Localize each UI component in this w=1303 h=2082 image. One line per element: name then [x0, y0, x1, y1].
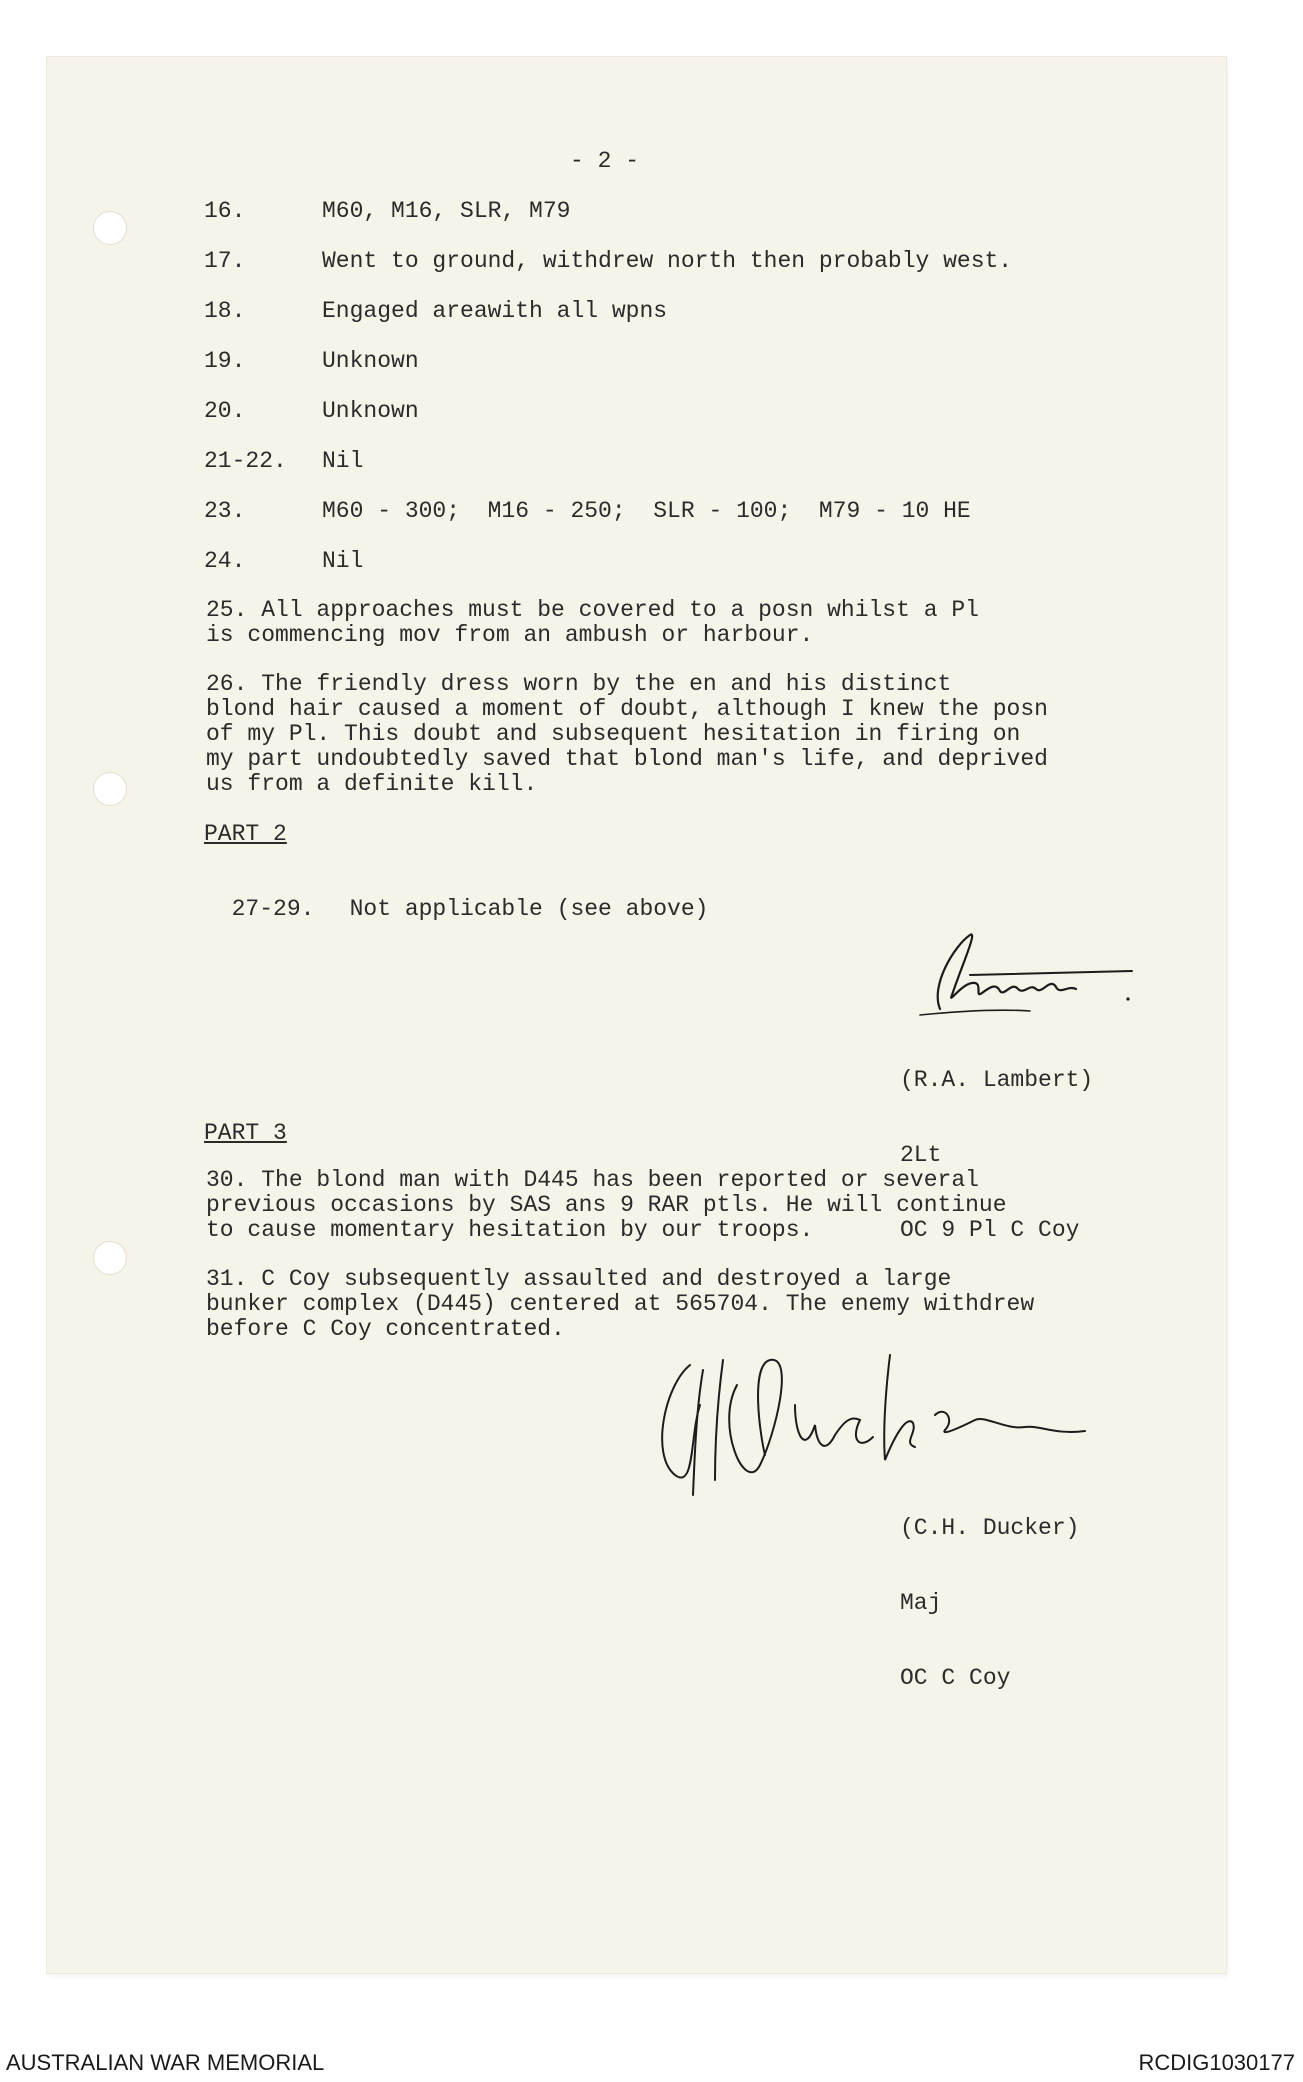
item-text: Nil	[322, 548, 364, 574]
paragraph-26: 26. The friendly dress worn by the en and his distinct blond hair caused a moment of doubt, although I knew the posn of my Pl. This doubt and subsequent hesitation in firing on my part undoubtedly saved that blond man's life, and deprived us from a definite kill.	[206, 671, 1048, 797]
ducker-signature-block	[900, 1466, 1079, 1716]
paragraph-31: 31. C Coy subsequently assaulted and destroyed a large bunker complex (D445) centered at 565704. The enemy withdrew before C Coy concentrated.	[206, 1266, 1035, 1342]
page-number: - 2 -	[570, 148, 640, 174]
item-text: Went to ground, withdrew north then probably west.	[322, 248, 1013, 274]
punch-hole-bottom	[93, 1241, 127, 1275]
signatory-unit: OC 9 Pl C Coy	[900, 1217, 1080, 1243]
lambert-signature	[900, 925, 1140, 1025]
item-number: 23.	[204, 498, 246, 524]
item-number: 20.	[204, 398, 246, 424]
signatory-name: (R.A. Lambert)	[900, 1067, 1094, 1093]
signatory-name: (C.H. Ducker)	[900, 1515, 1080, 1541]
list-item	[204, 248, 1012, 274]
list-item	[204, 348, 419, 374]
signatory-rank: 2Lt	[900, 1142, 942, 1168]
item-number: 19.	[204, 348, 246, 374]
list-item	[204, 448, 363, 474]
list-item	[204, 398, 419, 424]
item-text: Unknown	[322, 398, 419, 424]
item-text: M60, M16, SLR, M79	[322, 198, 571, 224]
item-number: 16.	[204, 198, 246, 224]
paragraph-25: 25. All approaches must be covered to a posn whilst a Pl is commencing mov from an ambush or harbour.	[206, 597, 979, 648]
paragraph-30: 30. The blond man with D445 has been reported or several previous occasions by SAS ans 9 RAR ptls. He will continue to cause momentary hesitation by our troops.	[206, 1167, 1007, 1243]
list-item	[204, 498, 971, 524]
punch-hole-top	[93, 211, 127, 245]
part-2-heading: PART 2	[204, 821, 287, 847]
footer-institution: AUSTRALIAN WAR MEMORIAL	[6, 2050, 325, 2075]
list-item	[204, 198, 570, 224]
item-number: 17.	[204, 248, 246, 274]
list-item	[204, 548, 363, 574]
signatory-unit: OC C Coy	[900, 1665, 1011, 1691]
part-3-heading: PART 3	[204, 1120, 287, 1146]
punch-hole-middle	[93, 772, 127, 806]
item-text: Not applicable (see above)	[349, 896, 709, 922]
item-text: Nil	[322, 448, 364, 474]
item-number: 24.	[204, 548, 246, 574]
item-number: 18.	[204, 298, 246, 324]
item-number: 21-22.	[204, 448, 287, 474]
item-text: Engaged areawith all wpns	[322, 298, 668, 324]
signatory-rank: Maj	[900, 1590, 942, 1616]
item-number: 27-29.	[231, 896, 315, 922]
item-27-29	[204, 870, 708, 922]
item-text: M60 - 300; M16 - 250; SLR - 100; M79 - 10 HE	[322, 498, 971, 524]
list-item	[204, 298, 667, 324]
footer-reference-id: RCDIG1030177	[1138, 2050, 1295, 2075]
item-text: Unknown	[322, 348, 419, 374]
